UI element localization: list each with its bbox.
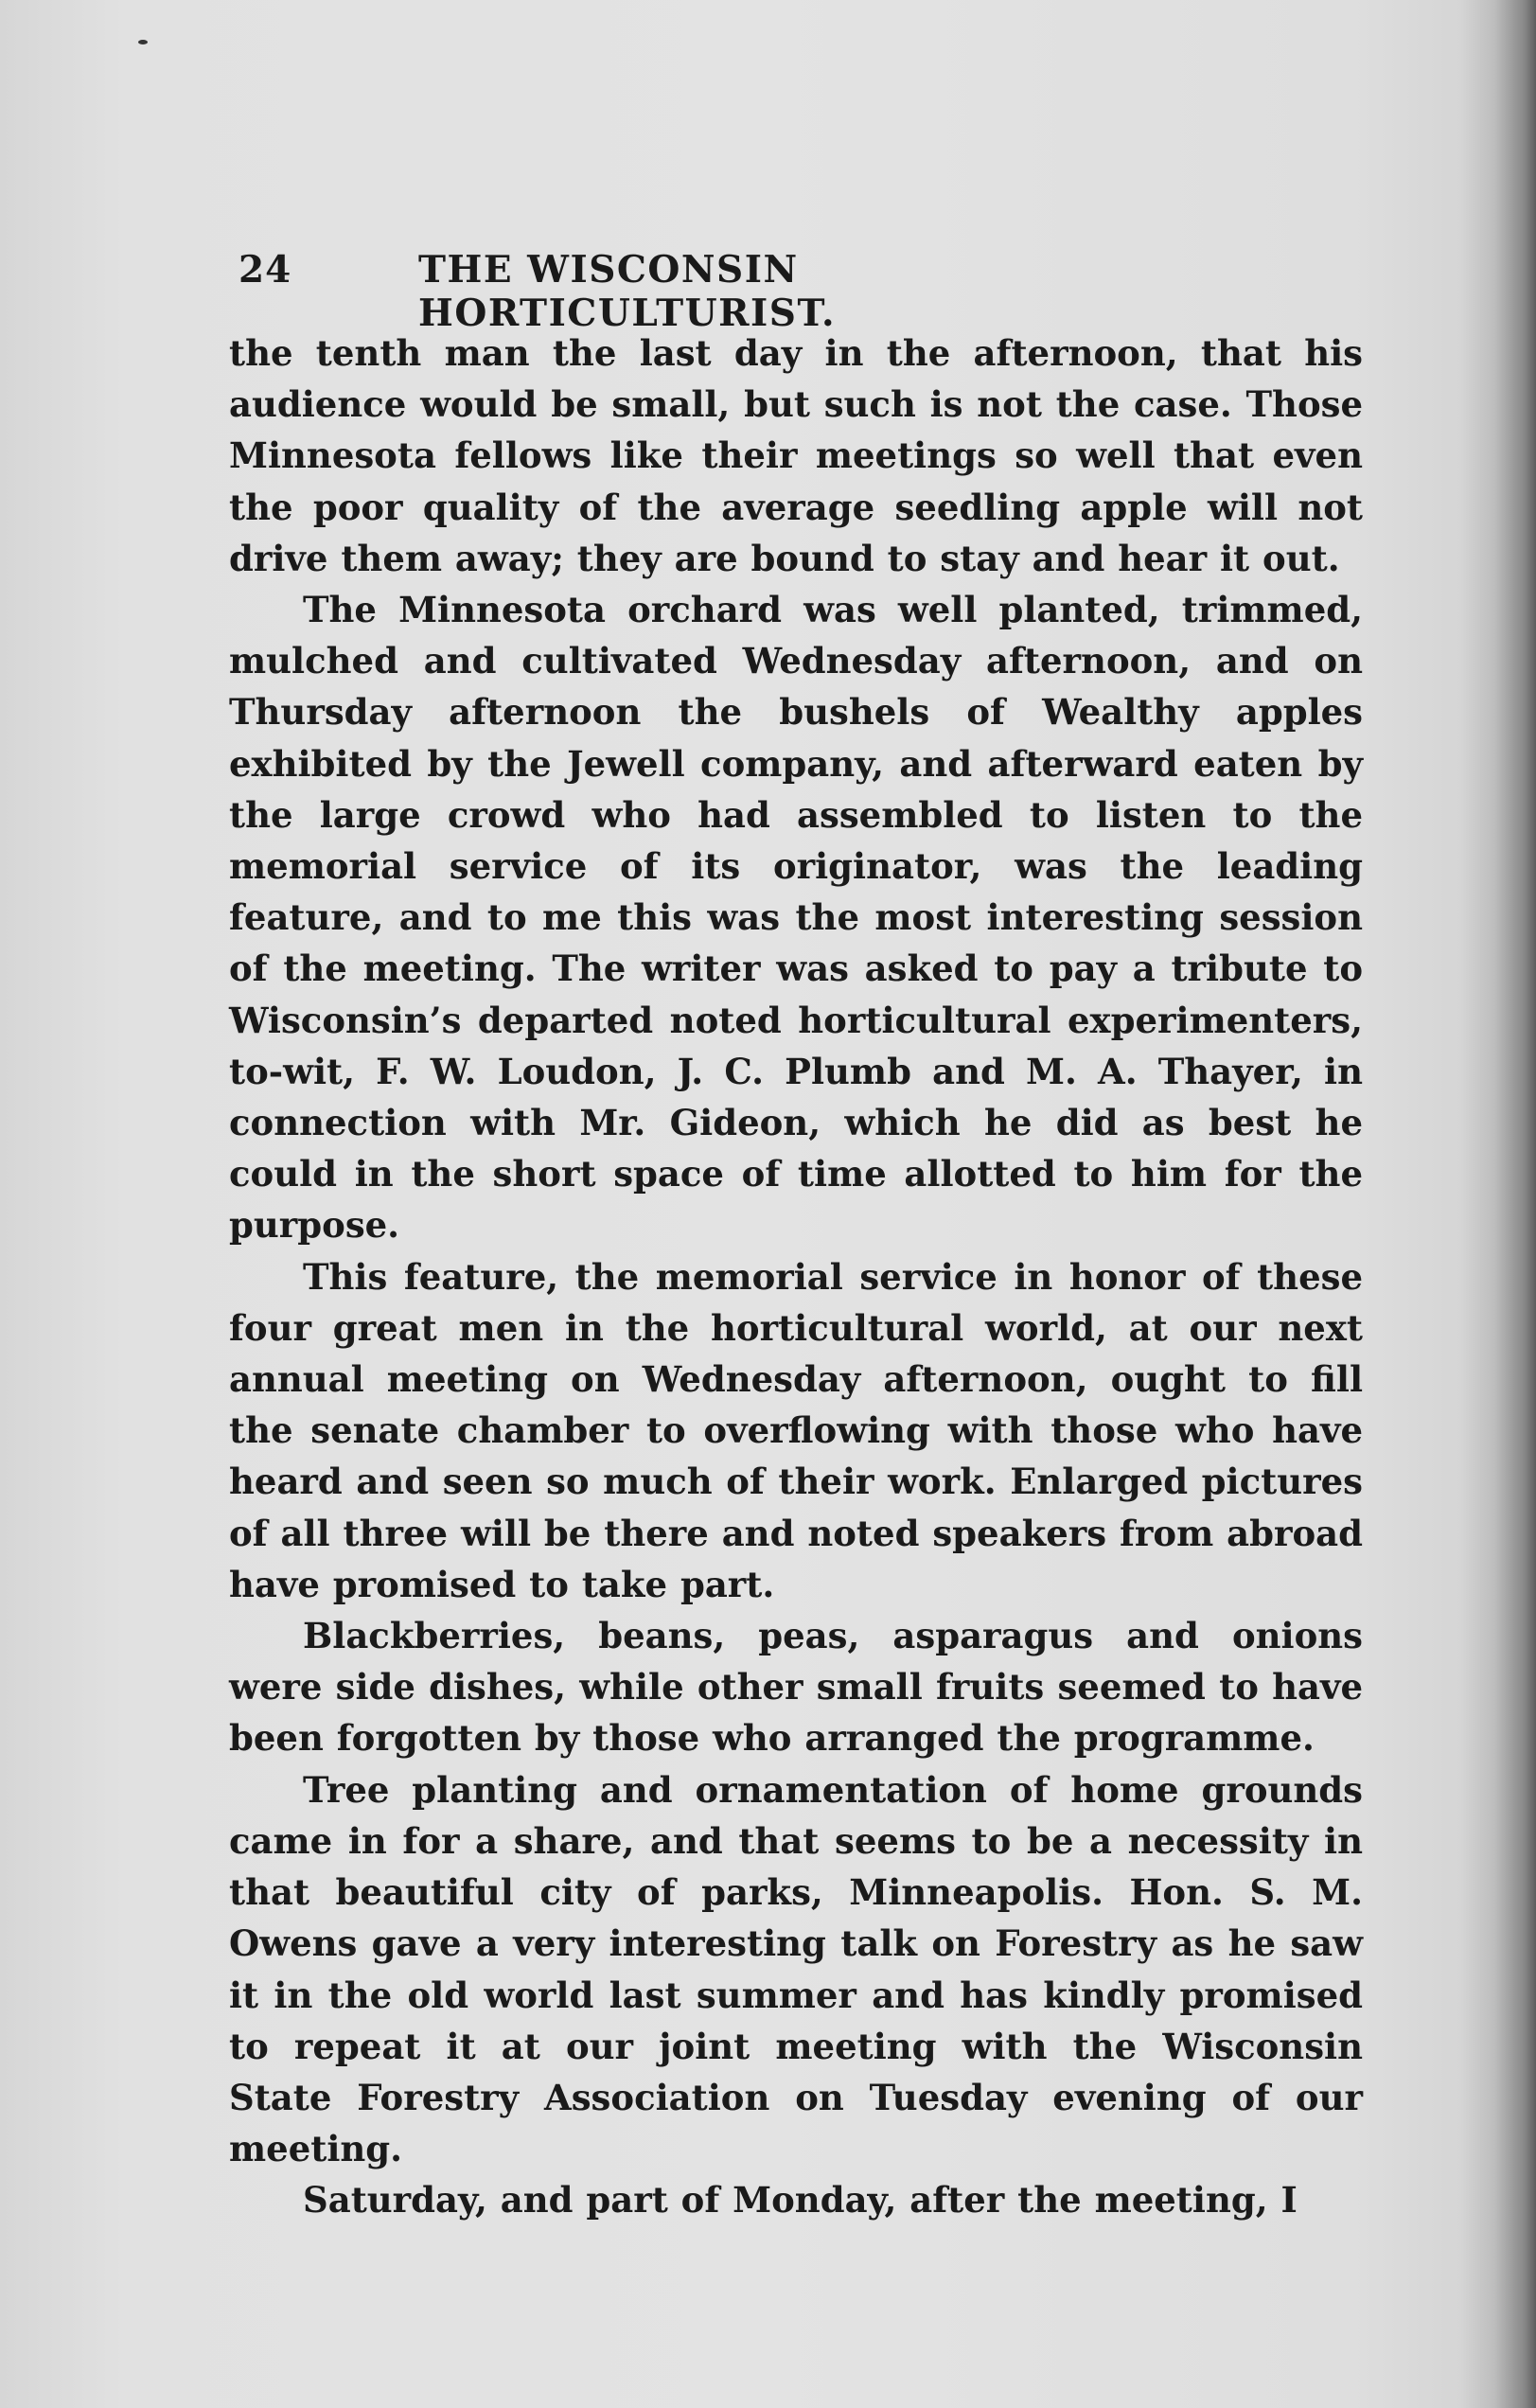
page-edge-shadow [1460,0,1536,2408]
paragraph-continued: the tenth man the last day in the afternoon, that his audience would be small, but such is not the case. Those Minnesota fellows like their meetings so well that even the poor quality of the average seedling apple will not drive them away; they are bound to stay and hear it out. [229,332,1363,579]
paragraph-memorial-service: This feature, the memorial service in honor of these four great men in the horticultural world, at our next annual meeting on Wednesday afternoon, ought to fill the senate chamber to overflowing with those who have heard and seen so much of their work. Enlarged pictures of all three will be there and noted speakers from abroad have promised to take part. [229,1255,1363,1605]
paragraph-tree-planting: Tree planting and ornamentation of home grounds came in for a share, and that seems to be a necessity in that beautiful city of parks, Minneapolis. Hon. S. M. Owens gave a very interesting talk on Forestry as he saw it in the old world last summer and has kindly promised to repeat it at our joint meeting with the Wisconsin State Forestry Association on Tuesday evening of our meeting. [229,1768,1363,2170]
body-text [229,328,1363,2226]
running-title: THE WISCONSIN HORTICULTURIST. [418,248,837,335]
paragraph-saturday: Saturday, and part of Monday, after the meeting, I [303,2179,1298,2222]
running-head [238,248,1194,335]
paragraph-side-dishes: Blackberries, beans, peas, asparagus and onions were side dishes, while other small fruits seemed to have been forgotten by those who arranged the programme. [229,1615,1363,1760]
scan-speck [138,40,148,44]
page-number: 24 [238,248,292,292]
paragraph-minnesota-orchard: The Minnesota orchard was well planted, trimmed, mulched and cultivated Wednesday afternoon, and on Thursday afternoon the bushels of Wealthy apples exhibited by the Jewell company, and afterward eaten by the large crowd who had assembled to listen to the memorial service of its originator, was the leading feature, and to me this was the most interesting session of the meeting. The writer was asked to pay a tribute to Wisconsin’s departed noted horticultural experimenters, to-wit, F. W. Loudon, J. C. Plumb and M. A. Thayer, in connection with Mr. Gideon, which he did as best he could in the short space of time allotted to him for the purpose. [229,589,1363,1247]
